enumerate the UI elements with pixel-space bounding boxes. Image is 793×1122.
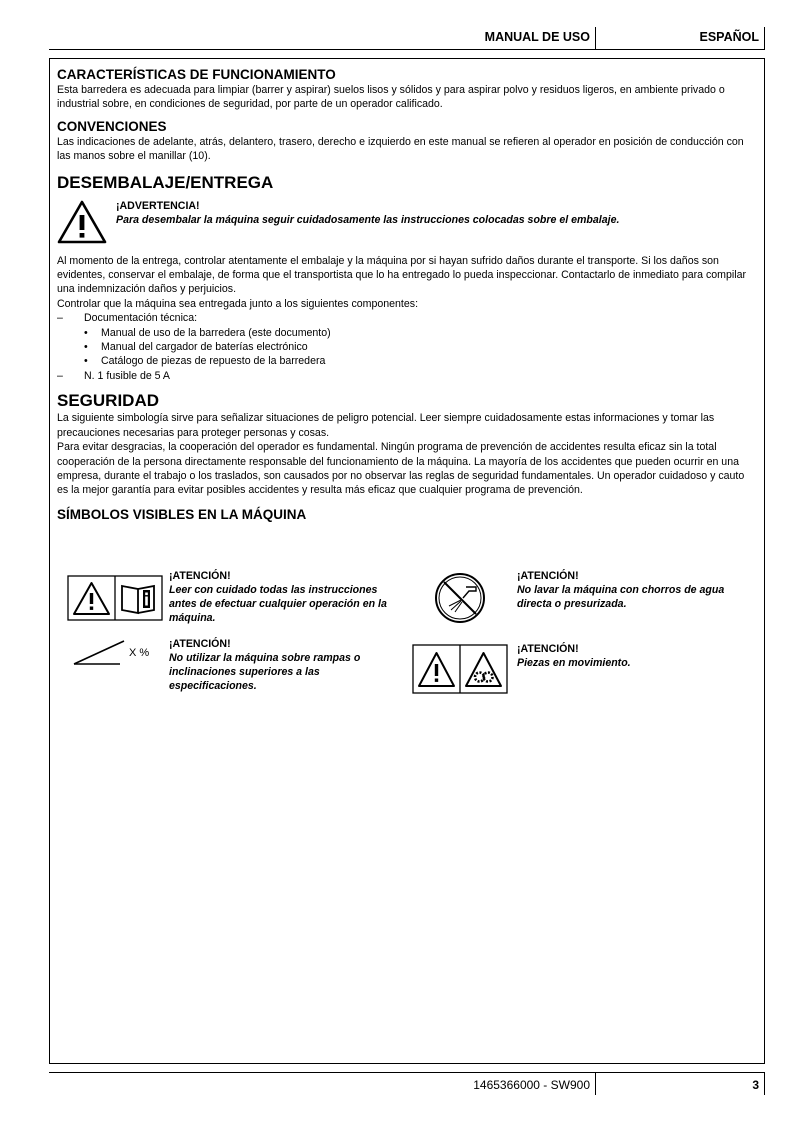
slope-icon <box>72 637 130 667</box>
symbol-title: ¡ATENCIÓN! <box>517 570 579 582</box>
paragraph-entrega: Al momento de la entrega, controlar atentamente el embalaje y la máquina por si hayan sufrido daños durante el transporte. Si los daños son evidentes, conservar el embalaje, de forma que el transportista que lo ha entregado lo pueda inspeccionar. Contactarlo de inmediato para compilar una indemnización daños y perjuicios. <box>57 254 747 296</box>
footer-divider <box>595 1073 596 1095</box>
footer-divider-right <box>764 1073 765 1095</box>
list-item-label: Documentación técnica: <box>84 312 198 325</box>
header-divider-right <box>764 27 765 49</box>
warning-title: ¡ADVERTENCIA! <box>116 199 200 212</box>
symbol-title: ¡ATENCIÓN! <box>517 643 579 655</box>
slope-label: X % <box>129 647 150 659</box>
section-title-seguridad: SEGURIDAD <box>57 391 160 411</box>
list-item: – N. 1 fusible de 5 A <box>57 369 753 383</box>
list-item <box>57 311 753 369</box>
section-title-desembalaje: DESEMBALAJE/ENTREGA <box>57 172 274 192</box>
header-manual-label: MANUAL DE USO <box>484 30 590 44</box>
no-water-jet-icon <box>433 571 487 625</box>
warning-triangle-icon <box>57 200 107 244</box>
components-list <box>57 311 753 383</box>
symbol-description: No utilizar la máquina sobre rampas o inclinaciones superiores a las especificaciones. <box>169 652 361 692</box>
paragraph-componentes: Controlar que la máquina sea entregada junto a los siguientes componentes: <box>57 297 419 310</box>
warning-text: Para desembalar la máquina seguir cuidadosamente las instrucciones colocadas sobre el embalaje. <box>116 213 620 226</box>
paragraph-seguridad-1: La siguiente simbología sirve para señalizar situaciones de peligro potencial. Leer siempre cuidadosamente estas informaciones y tomar las precauciones necesarias para proteger personas y cosas. <box>57 412 715 439</box>
document-code: 1465366000 - SW900 <box>473 1078 590 1092</box>
header-divider <box>595 27 596 49</box>
symbol-title: ¡ATENCIÓN! <box>169 638 231 650</box>
paragraph-convenciones: Las indicaciones de adelante, atrás, delantero, trasero, derecho e izquierdo en este manual se refieren al operador en posición de conducción con las manos sobre el manillar (10). <box>57 135 744 163</box>
symbol-description: No lavar la máquina con chorros de agua directa o presurizada. <box>517 584 725 610</box>
page-footer <box>49 1072 765 1095</box>
symbol-description: Leer con cuidado todas las instrucciones antes de efectuar cualquier operación en la máquina. <box>169 584 387 624</box>
sub-list <box>84 326 753 369</box>
symbol-description: Piezas en movimiento. <box>517 657 631 669</box>
list-item: • Catálogo de piezas de repuesto de la barredera <box>84 354 753 368</box>
symbol-text-4 <box>517 642 757 670</box>
page-number: 3 <box>752 1078 759 1092</box>
section-title-caracteristicas: CARACTERÍSTICAS DE FUNCIONAMIENTO <box>57 67 336 82</box>
header-language-label: ESPAÑOL <box>699 30 759 44</box>
symbol-text-1 <box>169 569 389 625</box>
read-manual-icon <box>67 575 163 621</box>
symbol-text-3 <box>169 637 389 693</box>
paragraph-caracteristicas: Esta barredera es adecuada para limpiar (barrer y aspirar) suelos lisos y sólidos y para aspirar polvo y residuos ligeros, en ambiente privado o industrial sobre, en condiciones de seguridad, por parte de un operador calificado. <box>57 84 725 111</box>
symbol-text-2 <box>517 569 757 611</box>
list-item: • Manual de uso de la barredera (este documento) <box>84 326 753 340</box>
warning-block <box>57 200 753 244</box>
content-body <box>57 67 753 523</box>
moving-parts-icon <box>412 644 508 694</box>
page-header <box>49 27 765 50</box>
symbol-title: ¡ATENCIÓN! <box>169 570 231 582</box>
section-title-convenciones: CONVENCIONES <box>57 118 167 134</box>
content-frame <box>49 58 765 1064</box>
paragraph-seguridad-2: Para evitar desgracias, la cooperación del operador es fundamental. Ningún programa de prevención de accidentes resulta eficaz sin la total cooperación de la persona directamente responsable del funcionamiento de la máquina. La mayoría de los accidentes que pueden ocurrir en una empresa, durante el trabajo o los traslados, son causados por no observar las reglas de seguridad fundamentales. Un operador cuidadoso y cauto es la mejor garantía para evitar posibles accidentes y resulta más eficaz que cualquier programa de prevención. <box>57 441 745 497</box>
section-title-simbolos: SÍMBOLOS VISIBLES EN LA MÁQUINA <box>57 506 307 522</box>
list-item: • Manual del cargador de baterías electrónico <box>84 340 753 354</box>
